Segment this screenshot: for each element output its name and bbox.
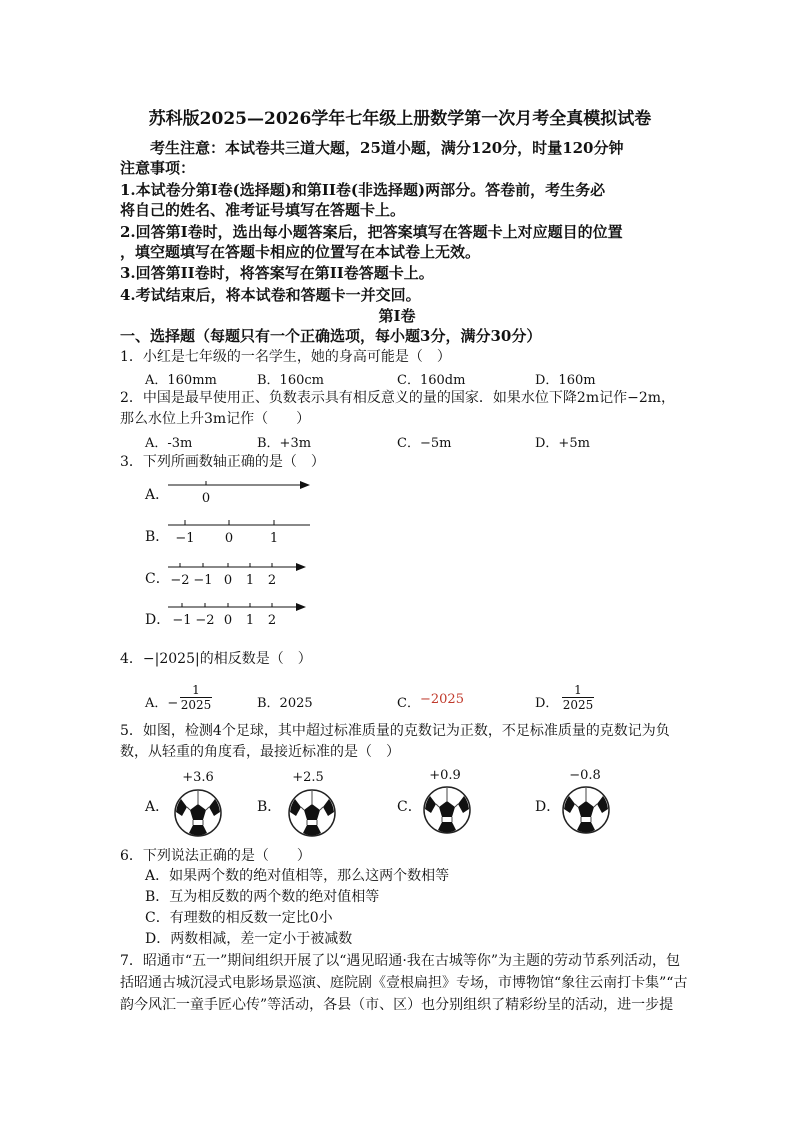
number-line-label: −1	[172, 613, 192, 628]
q7-stem-line2: 括昭通古城沉浸式电影场景巡演、庭院剧《壹根扁担》专场，市博物馆“象往云南打卡集”“古	[120, 975, 688, 991]
q5-value-d: −0.8	[569, 768, 601, 783]
q1-option-c: C．160dm	[397, 373, 466, 388]
number-line-label: 2	[267, 573, 277, 588]
q3-number-line-b	[165, 516, 315, 546]
fraction-numerator: 1	[574, 683, 582, 697]
q3-number-line-c	[165, 558, 315, 588]
note-line: 2.回答第Ⅰ卷时，选出每小题答案后，把答案填写在答题卡上对应题目的位置	[120, 223, 623, 241]
number-line-label: 1	[269, 531, 279, 546]
note-line: 4.考试结束后，将本试卷和答题卡一并交回。	[120, 286, 421, 304]
q3-option-c-label: C．	[145, 571, 170, 587]
number-line-label: −2	[195, 613, 215, 628]
q1-option-b: B．160cm	[257, 373, 324, 388]
number-line-label: −1	[175, 531, 195, 546]
section1-heading: 一、选择题（每题只有一个正确选项，每小题3分，满分30分）	[120, 327, 542, 345]
q2-option-c: C．−5m	[397, 436, 452, 451]
number-line-label: −1	[193, 573, 213, 588]
number-line-label: 0	[224, 531, 234, 546]
q5-stem-line2: 数，从轻重的角度看，最接近标准的是（ ）	[120, 744, 400, 760]
q5-option-b-label: B．	[257, 799, 282, 815]
q5-option-d-label: D．	[535, 799, 561, 815]
exam-notice-line: 考生注意：本试卷共三道大题，25道小题，满分120分，时量120分钟	[150, 139, 624, 157]
q7-stem-line1: 7．昭通市“五一”期间组织开展了以“遇见昭通·我在古城等你”为主题的劳动节系列活动，包	[120, 953, 680, 969]
q4-option-c-label: C．	[397, 696, 420, 711]
volume-title: 第Ⅰ卷	[378, 307, 416, 325]
q5-option-a-label: A．	[145, 799, 170, 815]
q3-option-d-label: D．	[145, 612, 171, 628]
notes-heading: 注意事项：	[120, 159, 196, 177]
q3-number-line-d	[165, 598, 315, 628]
q6-option-c: C．有理数的相反数一定比0小	[145, 910, 333, 926]
q2-stem-line1: 2．中国是最早使用正、负数表示具有相反意义的量的国家．如果水位下降2m记作−2m，	[120, 390, 676, 406]
number-line-label: 0	[223, 573, 233, 588]
q1-stem: 1．小红是七年级的一名学生，她的身高可能是（ ）	[120, 349, 451, 365]
soccer-ball-icon	[561, 786, 613, 836]
note-line: 将自己的姓名、准考证号填写在答题卡上。	[120, 201, 406, 219]
q5-value-a: +3.6	[182, 770, 214, 785]
note-line: 1.本试卷分第Ⅰ卷(选择题)和第II卷(非选择题)两部分。答卷前，考生务必	[120, 181, 606, 199]
q4-option-d-fraction	[562, 683, 594, 712]
q4-option-d-prefix: D．	[535, 696, 559, 711]
q1-option-d: D．160m	[535, 373, 596, 388]
q3-option-a-label: A．	[145, 487, 170, 503]
q1-option-a: A．160mm	[145, 373, 217, 388]
fraction-denominator: 2025	[562, 698, 594, 712]
exam-title: 苏科版2025—2026学年七年级上册数学第一次月考全真模拟试卷	[148, 109, 652, 129]
number-line-label: 1	[245, 613, 255, 628]
q7-stem-line3: 韵今风汇一童手匠心传”等活动，各县（市、区）也分别组织了精彩纷呈的活动，进一步提	[120, 997, 674, 1013]
q6-option-b: B．互为相反数的两个数的绝对值相等	[145, 889, 380, 905]
q4-stem: 4．−|2025|的相反数是（ ）	[120, 651, 312, 667]
q2-option-d: D．+5m	[535, 436, 590, 451]
q4-option-a-prefix: A．−	[145, 696, 179, 711]
fraction-numerator: 1	[192, 683, 200, 697]
note-line: 3.回答第II卷时，将答案写在第II卷答题卡上。	[120, 264, 434, 282]
q6-option-a: A．如果两个数的绝对值相等，那么这两个数相等	[145, 868, 450, 884]
q4-option-a-fraction	[180, 683, 212, 712]
q5-value-b: +2.5	[292, 770, 324, 785]
q2-option-b: B．+3m	[257, 436, 312, 451]
q4-option-b: B．2025	[257, 696, 313, 711]
q5-value-c: +0.9	[429, 768, 461, 783]
q5-option-c-label: C．	[397, 799, 422, 815]
soccer-ball-icon	[422, 786, 474, 836]
number-line-label: 2	[267, 613, 277, 628]
note-line: ，填空题填写在答题卡相应的位置写在本试卷上无效。	[120, 243, 481, 261]
q2-option-a: A．-3m	[145, 436, 193, 451]
soccer-ball-icon	[287, 789, 339, 839]
number-line-label: −2	[170, 573, 190, 588]
soccer-ball-icon	[173, 789, 225, 839]
number-line-label: 0	[201, 491, 211, 506]
q5-stem-line1: 5．如图，检测4个足球，其中超过标准质量的克数记为正数，不足标准质量的克数记为负	[120, 723, 670, 739]
q4-option-c-value: −2025	[420, 692, 464, 707]
fraction-denominator: 2025	[180, 698, 212, 712]
q3-option-b-label: B．	[145, 529, 170, 545]
q3-number-line-a	[165, 476, 315, 506]
q2-stem-line2: 那么水位上升3m记作（ ）	[120, 411, 311, 427]
number-line-label: 0	[223, 613, 233, 628]
q6-option-d: D．两数相减，差一定小于被减数	[145, 931, 353, 947]
q3-stem: 3．下列所画数轴正确的是（ ）	[120, 454, 325, 470]
number-line-label: 1	[245, 573, 255, 588]
q6-stem: 6．下列说法正确的是（ ）	[120, 848, 311, 864]
